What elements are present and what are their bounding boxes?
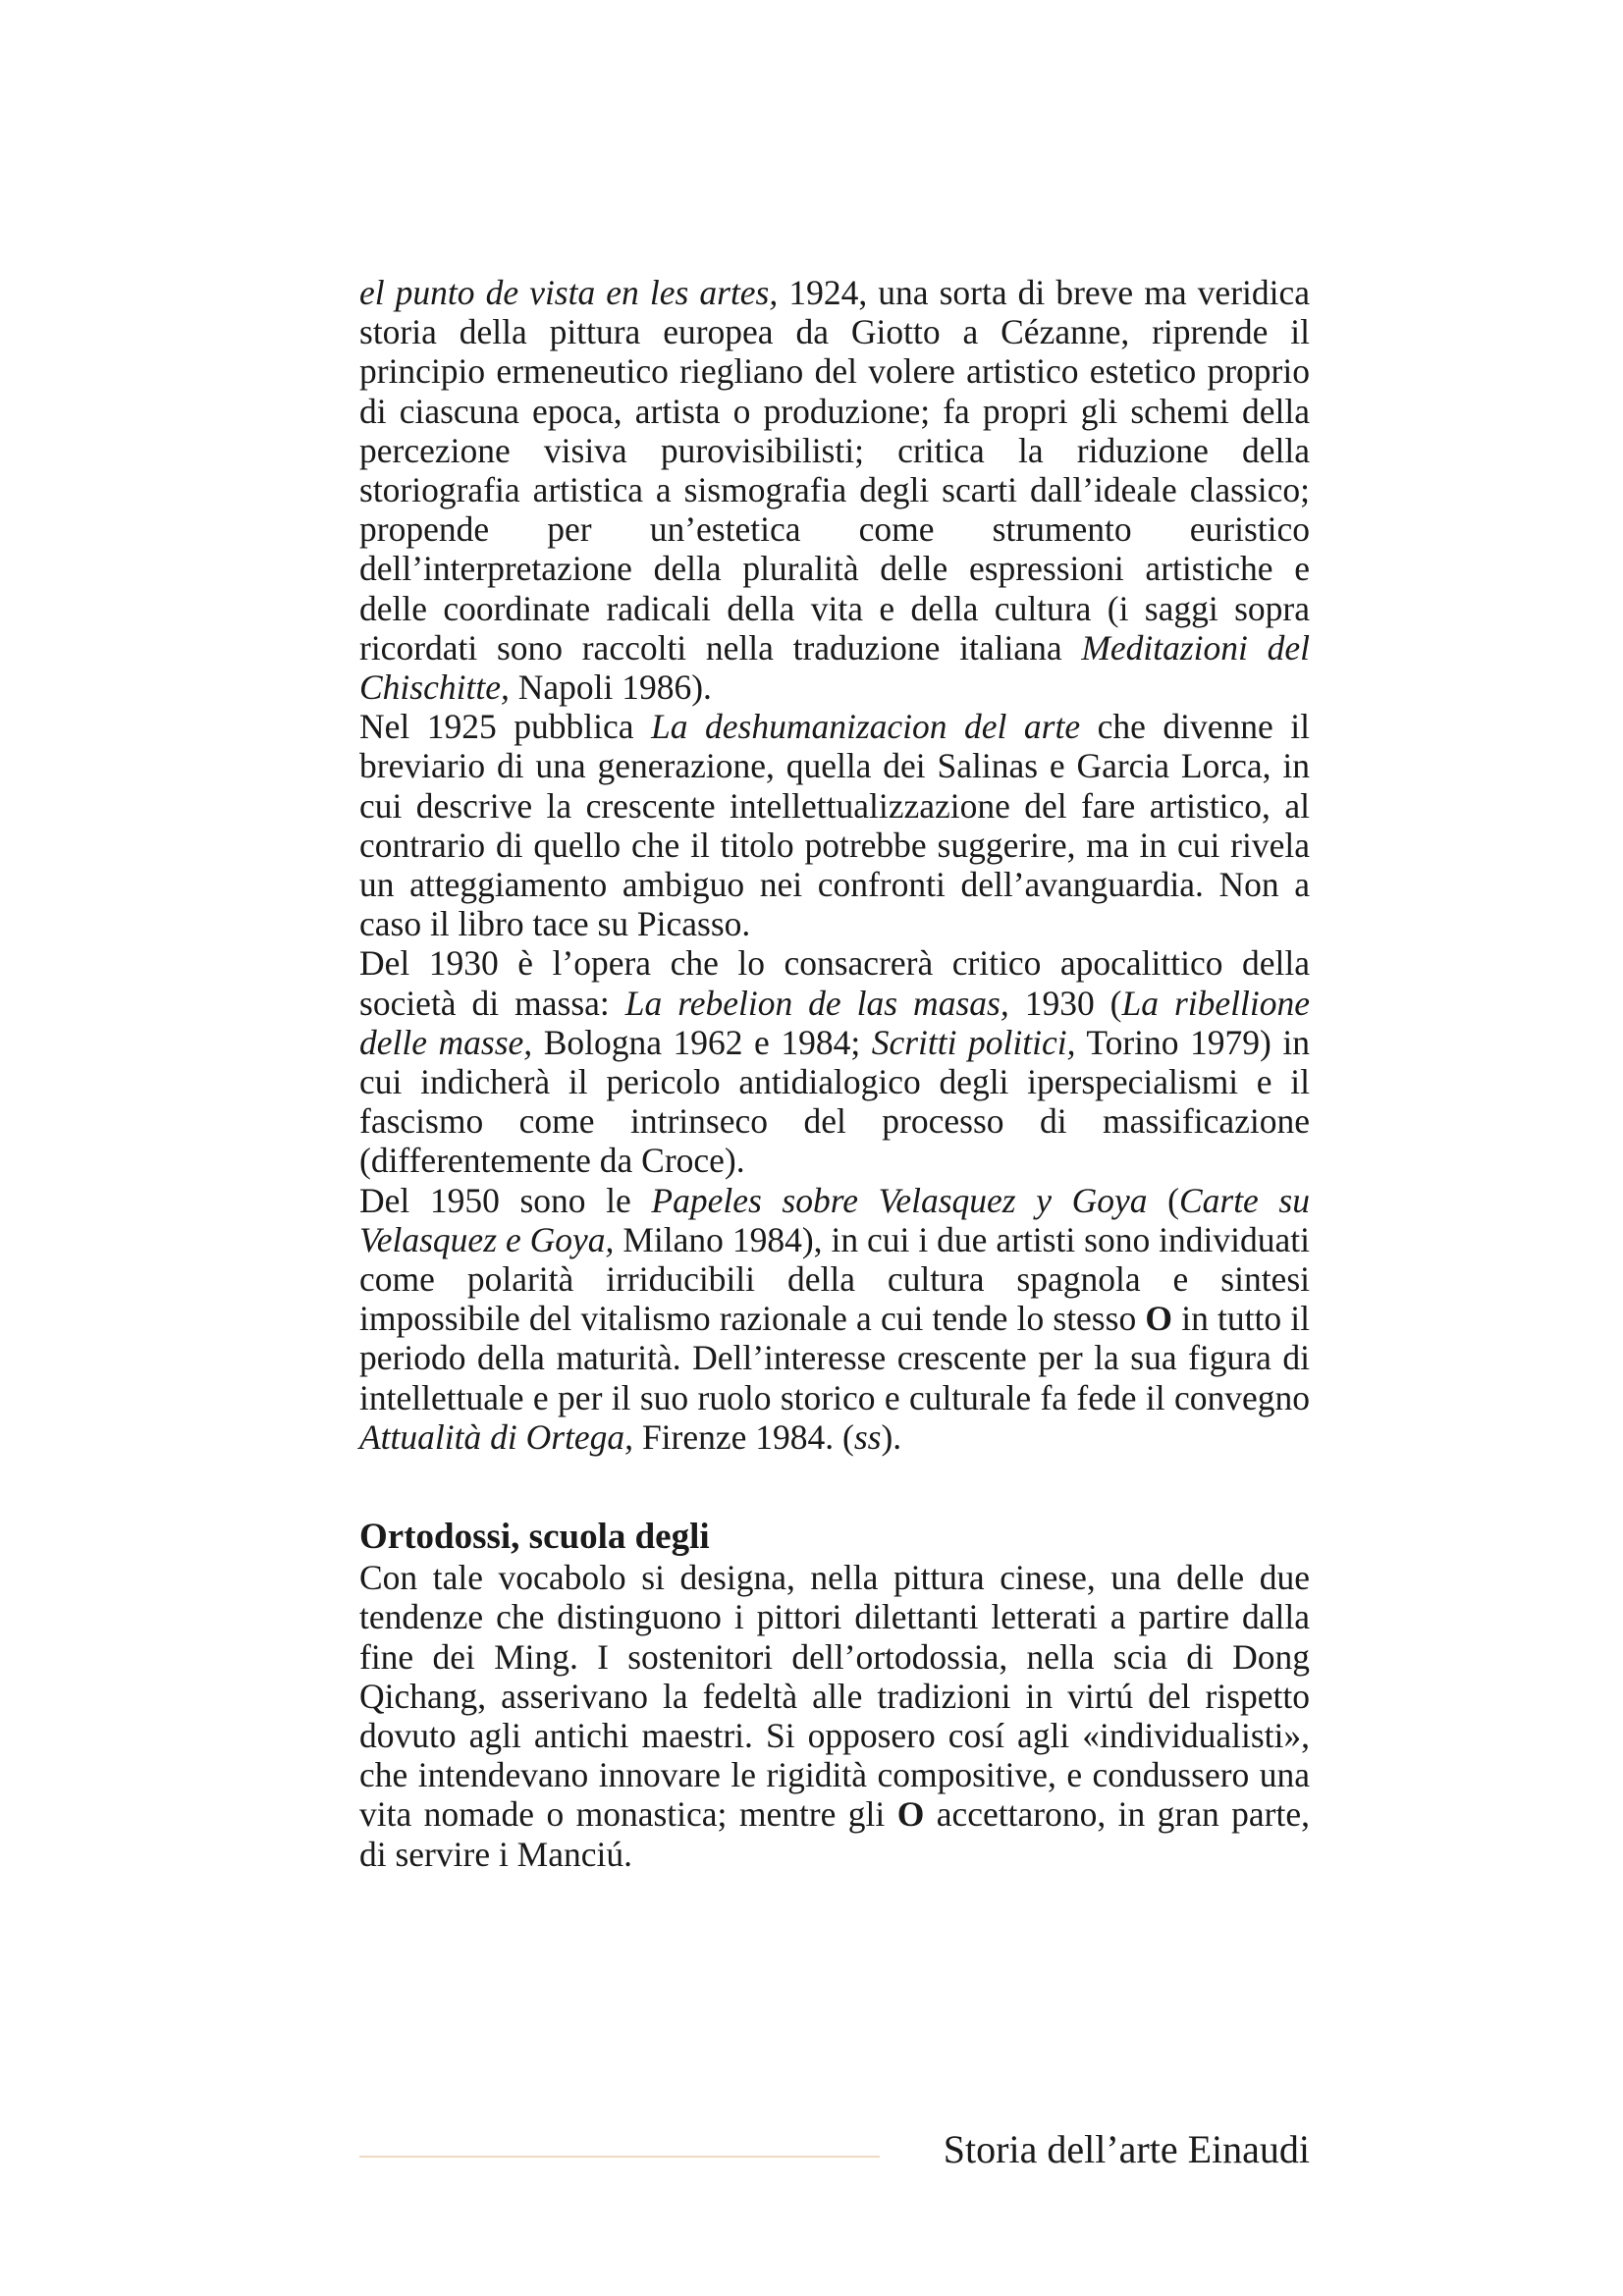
italic-run: Scritti politici, [871,1022,1076,1062]
body-paragraph [359,707,1310,943]
text-run: in tutto il periodo della maturità. Dell’interesse crescente per la sua figura di intellettuale e per il suo ruolo storico e culturale fa fede il convegno [359,1299,1310,1417]
text-run: Torino 1979) in cui indicherà il pericolo antidialogico degli iperspecialismi e il fascismo come intrinseco del processo di massificazione (differentemente da Croce). [359,1022,1310,1181]
text-run: Napoli 1986). [509,667,712,708]
entry-body [359,1558,1310,1874]
article-continuation [359,273,1310,1457]
body-paragraph [359,273,1310,707]
italic-run: La rebelion de las masas, [624,983,1009,1023]
bold-run: O [1145,1299,1173,1339]
text-run: Del 1950 sono le [359,1180,652,1220]
text-run: ( [1147,1180,1179,1220]
italic-run: Papeles sobre Velasquez y Goya [651,1180,1148,1220]
footer-rule [359,2156,880,2158]
text-run: 1930 ( [1008,983,1122,1023]
entry-heading: Ortodossi, scuola degli [359,1517,710,1558]
italic-run: el punto de vista en les artes, [359,273,779,312]
text-run: che divenne il breviario di una generazione, quella dei Salinas e Garcia Lorca, in cui descrive la crescente intellettualizzazione del fare artistico, al contrario di quello che il titolo potrebbe suggerire, ma in cui rivela un atteggiamento ambiguo nei confronti dell’avanguardia. Non a caso il libro tace su Picasso. [359,707,1310,944]
italic-run: Attualità di Ortega, [359,1416,634,1457]
text-run: Con tale vocabolo si designa, nella pittura cinese, una delle due tendenze che distinguono i pittori dilettanti letterati a partire dalla fine dei Ming. I sostenitori dell’ortodossia, nella scia di Dong Qichang, asserivano la fedeltà alle tradizioni in virtú del rispetto dovuto agli antichi maestri. Si opposero cosí agli «individualisti», che intendevano innovare le rigidità compositive, e condussero una vita nomade o monastica; mentre gli [359,1558,1310,1835]
bold-run: O [896,1794,925,1835]
footer-title: Storia dell’arte Einaudi [943,2127,1310,2171]
text-run: Milano 1984), in cui i due artisti sono individuati come polarità irriducibili della cultura spagnola e sintesi impossibile del vitalismo razionale a cui tende lo stesso [359,1219,1310,1339]
text-run: Firenze 1984. ( [633,1416,854,1457]
text-run: ). [881,1416,902,1457]
page-footer [359,2126,1310,2173]
italic-run: Meditazioni del Chischitte, [359,627,1310,708]
text-run: accettarono, in gran parte, di servire i Manciú. [359,1794,1310,1874]
text-run: Bologna 1962 e 1984; [532,1022,872,1062]
entry-ortodossi [359,1517,1310,1874]
text-run: 1924, una sorta di breve ma veridica storia della pittura europea da Giotto a Cézanne, riprende il principio ermeneutico riegliano del volere artistico estetico proprio di ciascuna epoca, artista o produzione; fa propri gli schemi della percezione visiva purovisibilisti; critica la riduzione della storiografia artistica a sismografia degli scarti dall’ideale classico; propende per un’estetica come strumento euristico dell’interpretazione della pluralità delle espressioni artistiche e delle coordinate radicali della vita e della cultura (i saggi sopra ricordati sono raccolti nella traduzione italiana [359,273,1311,667]
text-run: Del 1930 è l’opera che lo consacrerà critico apocalittico della società di massa: [359,943,1310,1023]
italic-run: La deshumanizacion del arte [651,707,1081,747]
text-run: Nel 1925 pubblica [359,707,652,747]
body-paragraph [359,1181,1310,1457]
page-content [359,273,1310,1874]
body-paragraph [359,943,1310,1180]
italic-run: Carte su Velasquez e Goya, [359,1180,1310,1259]
italic-run: ss [853,1416,882,1457]
italic-run: La ribellione delle masse, [359,983,1311,1062]
